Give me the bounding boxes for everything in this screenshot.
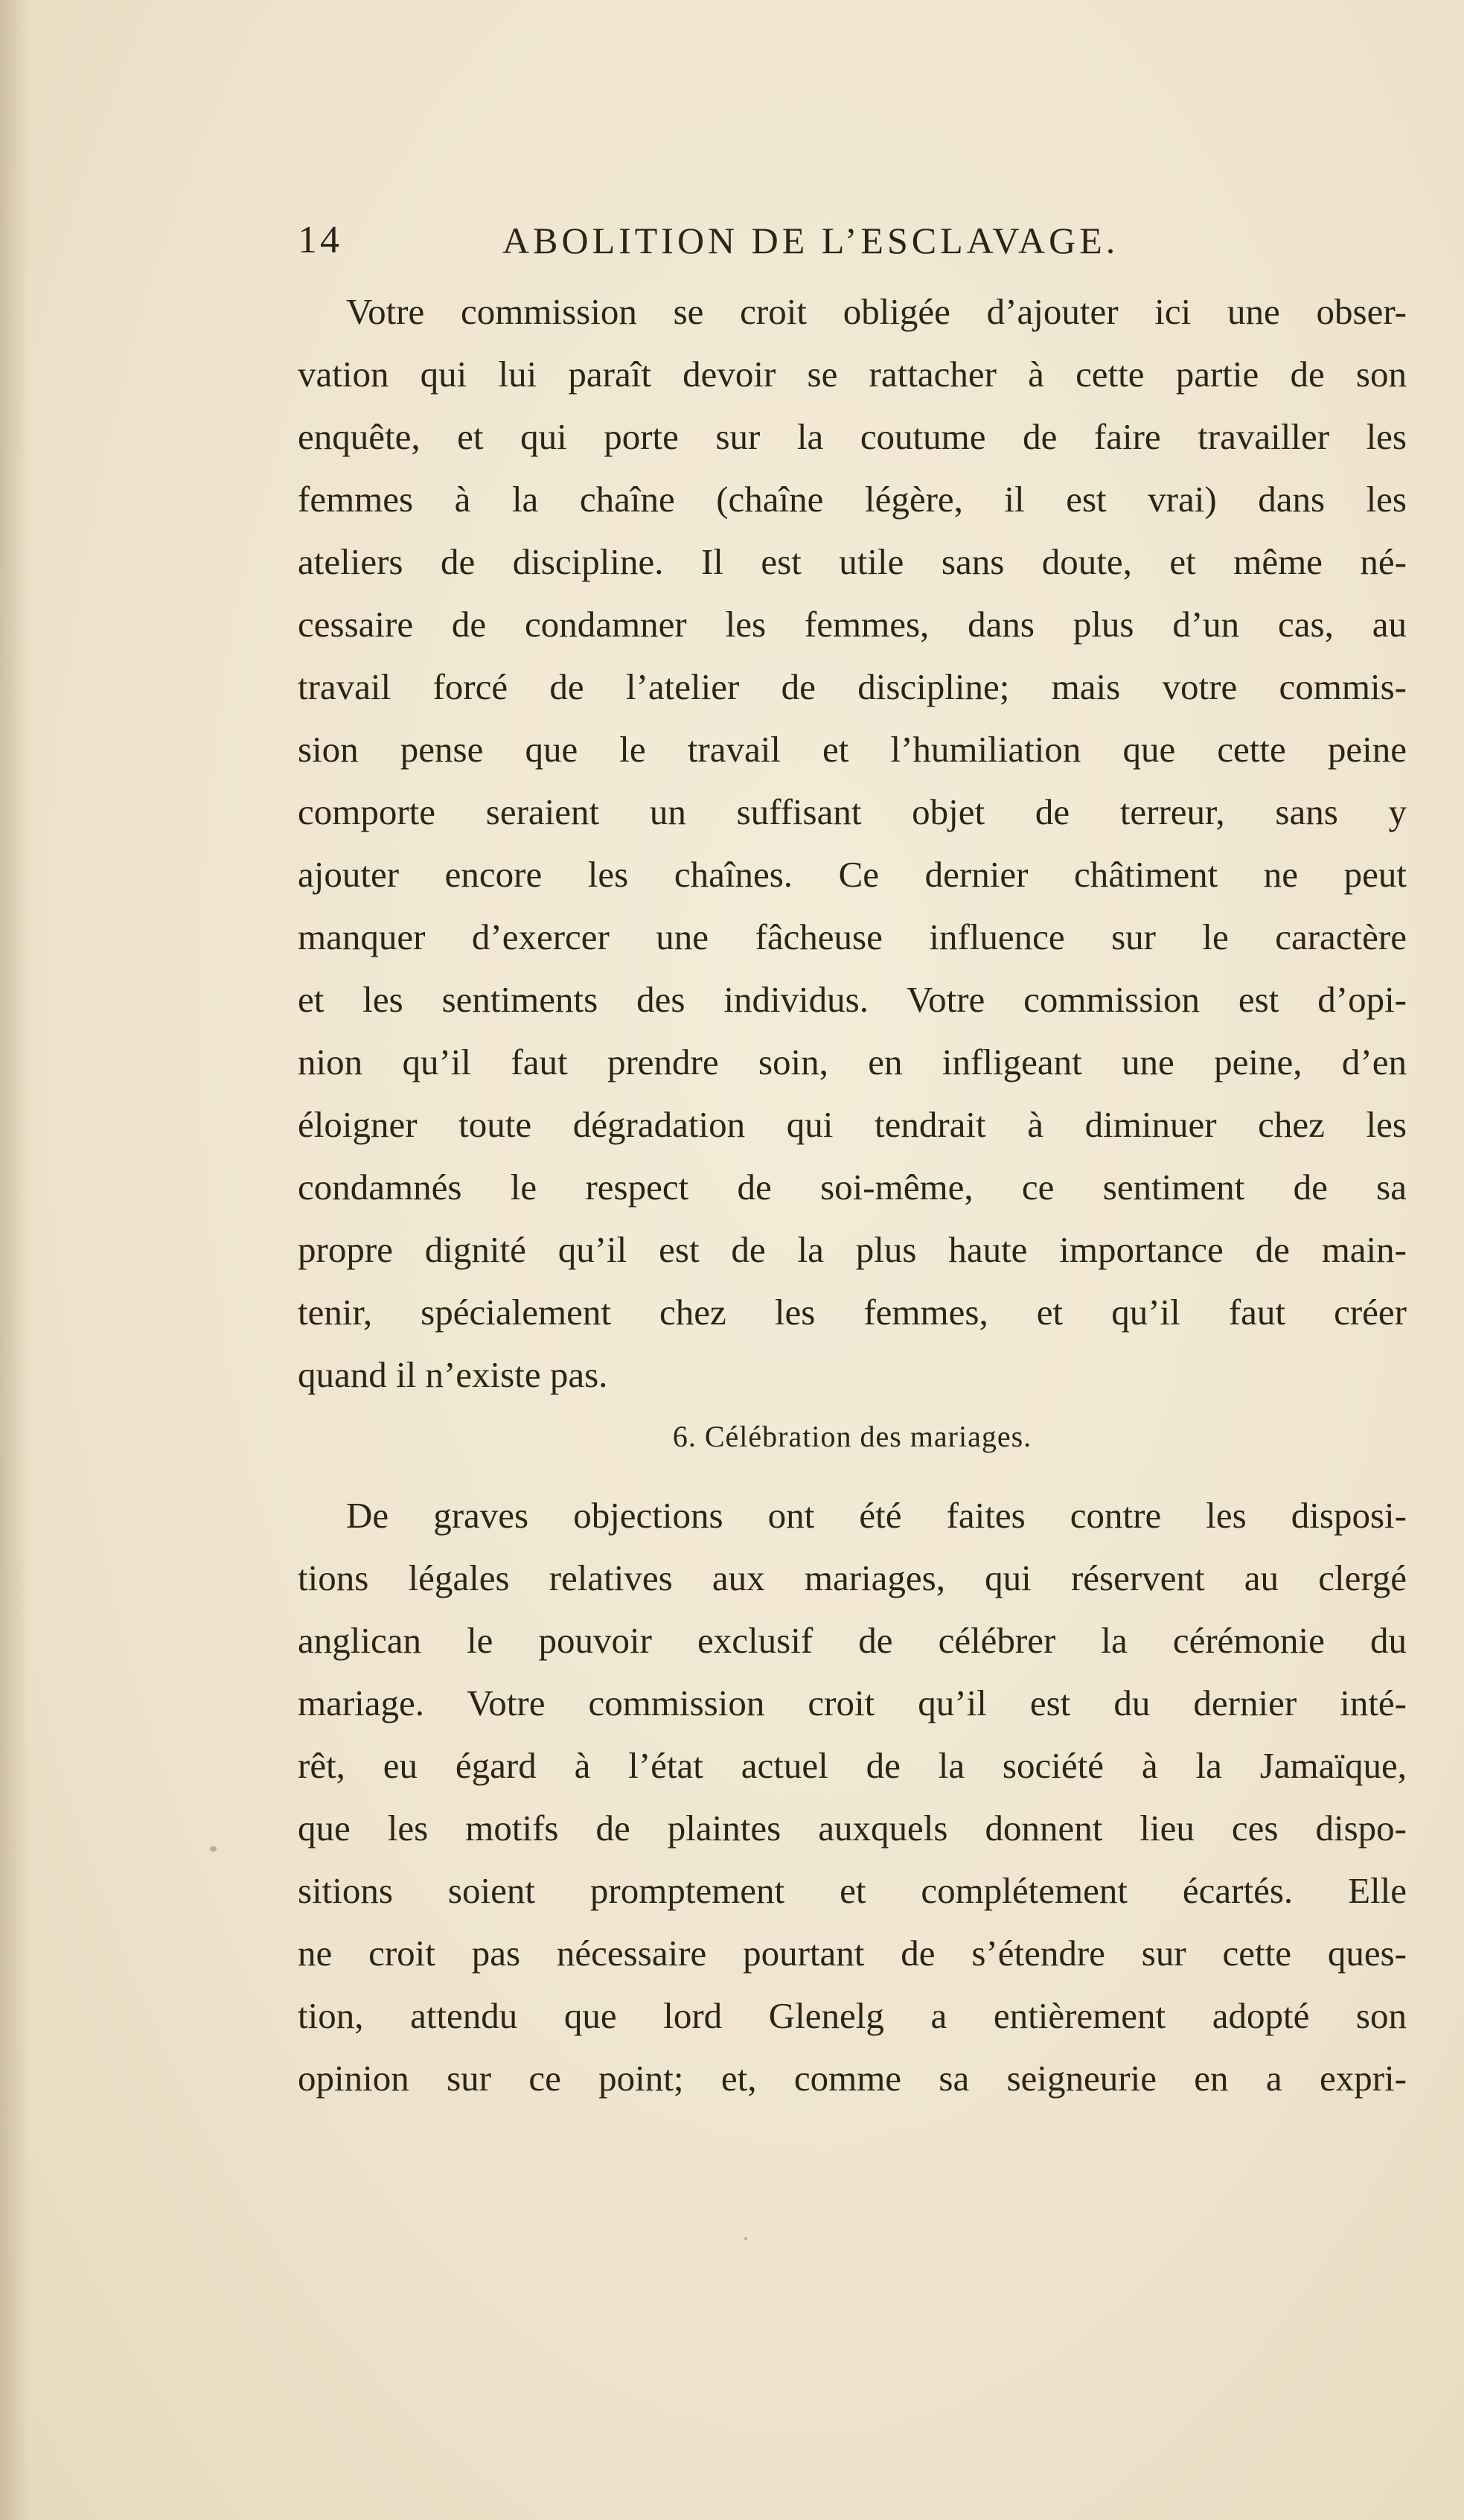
section-heading-text: 6. Célébration des mariages.: [672, 1420, 1032, 1453]
text-line: sion pense que le travail et l’humiliation que cette peine: [298, 729, 1407, 770]
running-head: [298, 211, 1355, 270]
text-line: tenir, spécialement chez les femmes, et qu’il faut créer: [298, 1292, 1407, 1333]
text-line: condamnés le respect de soi-même, ce sentiment de sa: [298, 1167, 1407, 1208]
section-heading: [298, 1411, 1407, 1463]
text-line: ajouter encore les chaînes. Ce dernier châtiment ne peut: [298, 854, 1407, 895]
text-line: éloigner toute dégradation qui tendrait à diminuer chez les: [298, 1104, 1407, 1145]
page-number: 14: [298, 219, 342, 261]
text-line: anglican le pouvoir exclusif de célébrer la cérémonie du: [298, 1620, 1407, 1661]
text-line: ne croit pas nécessaire pourtant de s’étendre sur cette ques-: [298, 1933, 1407, 1974]
running-title: ABOLITION DE L’ESCLAVAGE.: [502, 220, 1119, 261]
paper-speck: [476, 1377, 480, 1381]
text-line: cessaire de condamner les femmes, dans plus d’un cas, au: [298, 604, 1407, 645]
paragraph-marriages: [298, 1484, 1407, 2110]
text-line: comporte seraient un suffisant objet de terreur, sans y: [298, 791, 1407, 832]
text-line: manquer d’exercer une fâcheuse influence sur le caractère: [298, 916, 1407, 957]
text-line: ateliers de discipline. Il est utile sans doute, et même né-: [298, 541, 1407, 582]
text-line-last: quand il n’existe pas.: [298, 1354, 608, 1395]
text-line: nion qu’il faut prendre soin, en infligeant une peine, d’en: [298, 1042, 1407, 1082]
text-line: que les motifs de plaintes auxquels donnent lieu ces dispo-: [298, 1808, 1407, 1848]
text-line: enquête, et qui porte sur la coutume de faire travailler les: [298, 416, 1407, 457]
text-line: femmes à la chaîne (chaîne légère, il est vrai) dans les: [298, 479, 1407, 520]
text-line: tions légales relatives aux mariages, qui réservent au clergé: [298, 1557, 1407, 1598]
text-line: Votre commission se croit obligée d’ajouter ici une obser-: [346, 291, 1407, 332]
text-line: et les sentiments des individus. Votre commission est d’opi-: [298, 979, 1407, 1020]
text-line: De graves objections ont été faites contre les disposi-: [346, 1495, 1407, 1536]
text-line: travail forcé de l’atelier de discipline; mais votre commis-: [298, 666, 1407, 707]
text-line: rêt, eu égard à l’état actuel de la société à la Jamaïque,: [298, 1745, 1407, 1786]
text-line: mariage. Votre commission croit qu’il est du dernier inté-: [298, 1682, 1407, 1723]
paper-speck: [744, 2237, 747, 2240]
paragraph-commission-chains: [298, 281, 1407, 1406]
text-line: tion, attendu que lord Glenelg a entièrement adopté son: [298, 1995, 1407, 2036]
text-line: propre dignité qu’il est de la plus haute importance de main-: [298, 1229, 1407, 1270]
text-line: opinion sur ce point; et, comme sa seigneurie en a expri-: [298, 2058, 1407, 2099]
text-line: vation qui lui paraît devoir se rattacher à cette partie de son: [298, 354, 1407, 395]
binding-shadow: [0, 0, 30, 2520]
paper-speck: [210, 1846, 217, 1851]
text-line: sitions soient promptement et complétement écartés. Elle: [298, 1870, 1407, 1911]
